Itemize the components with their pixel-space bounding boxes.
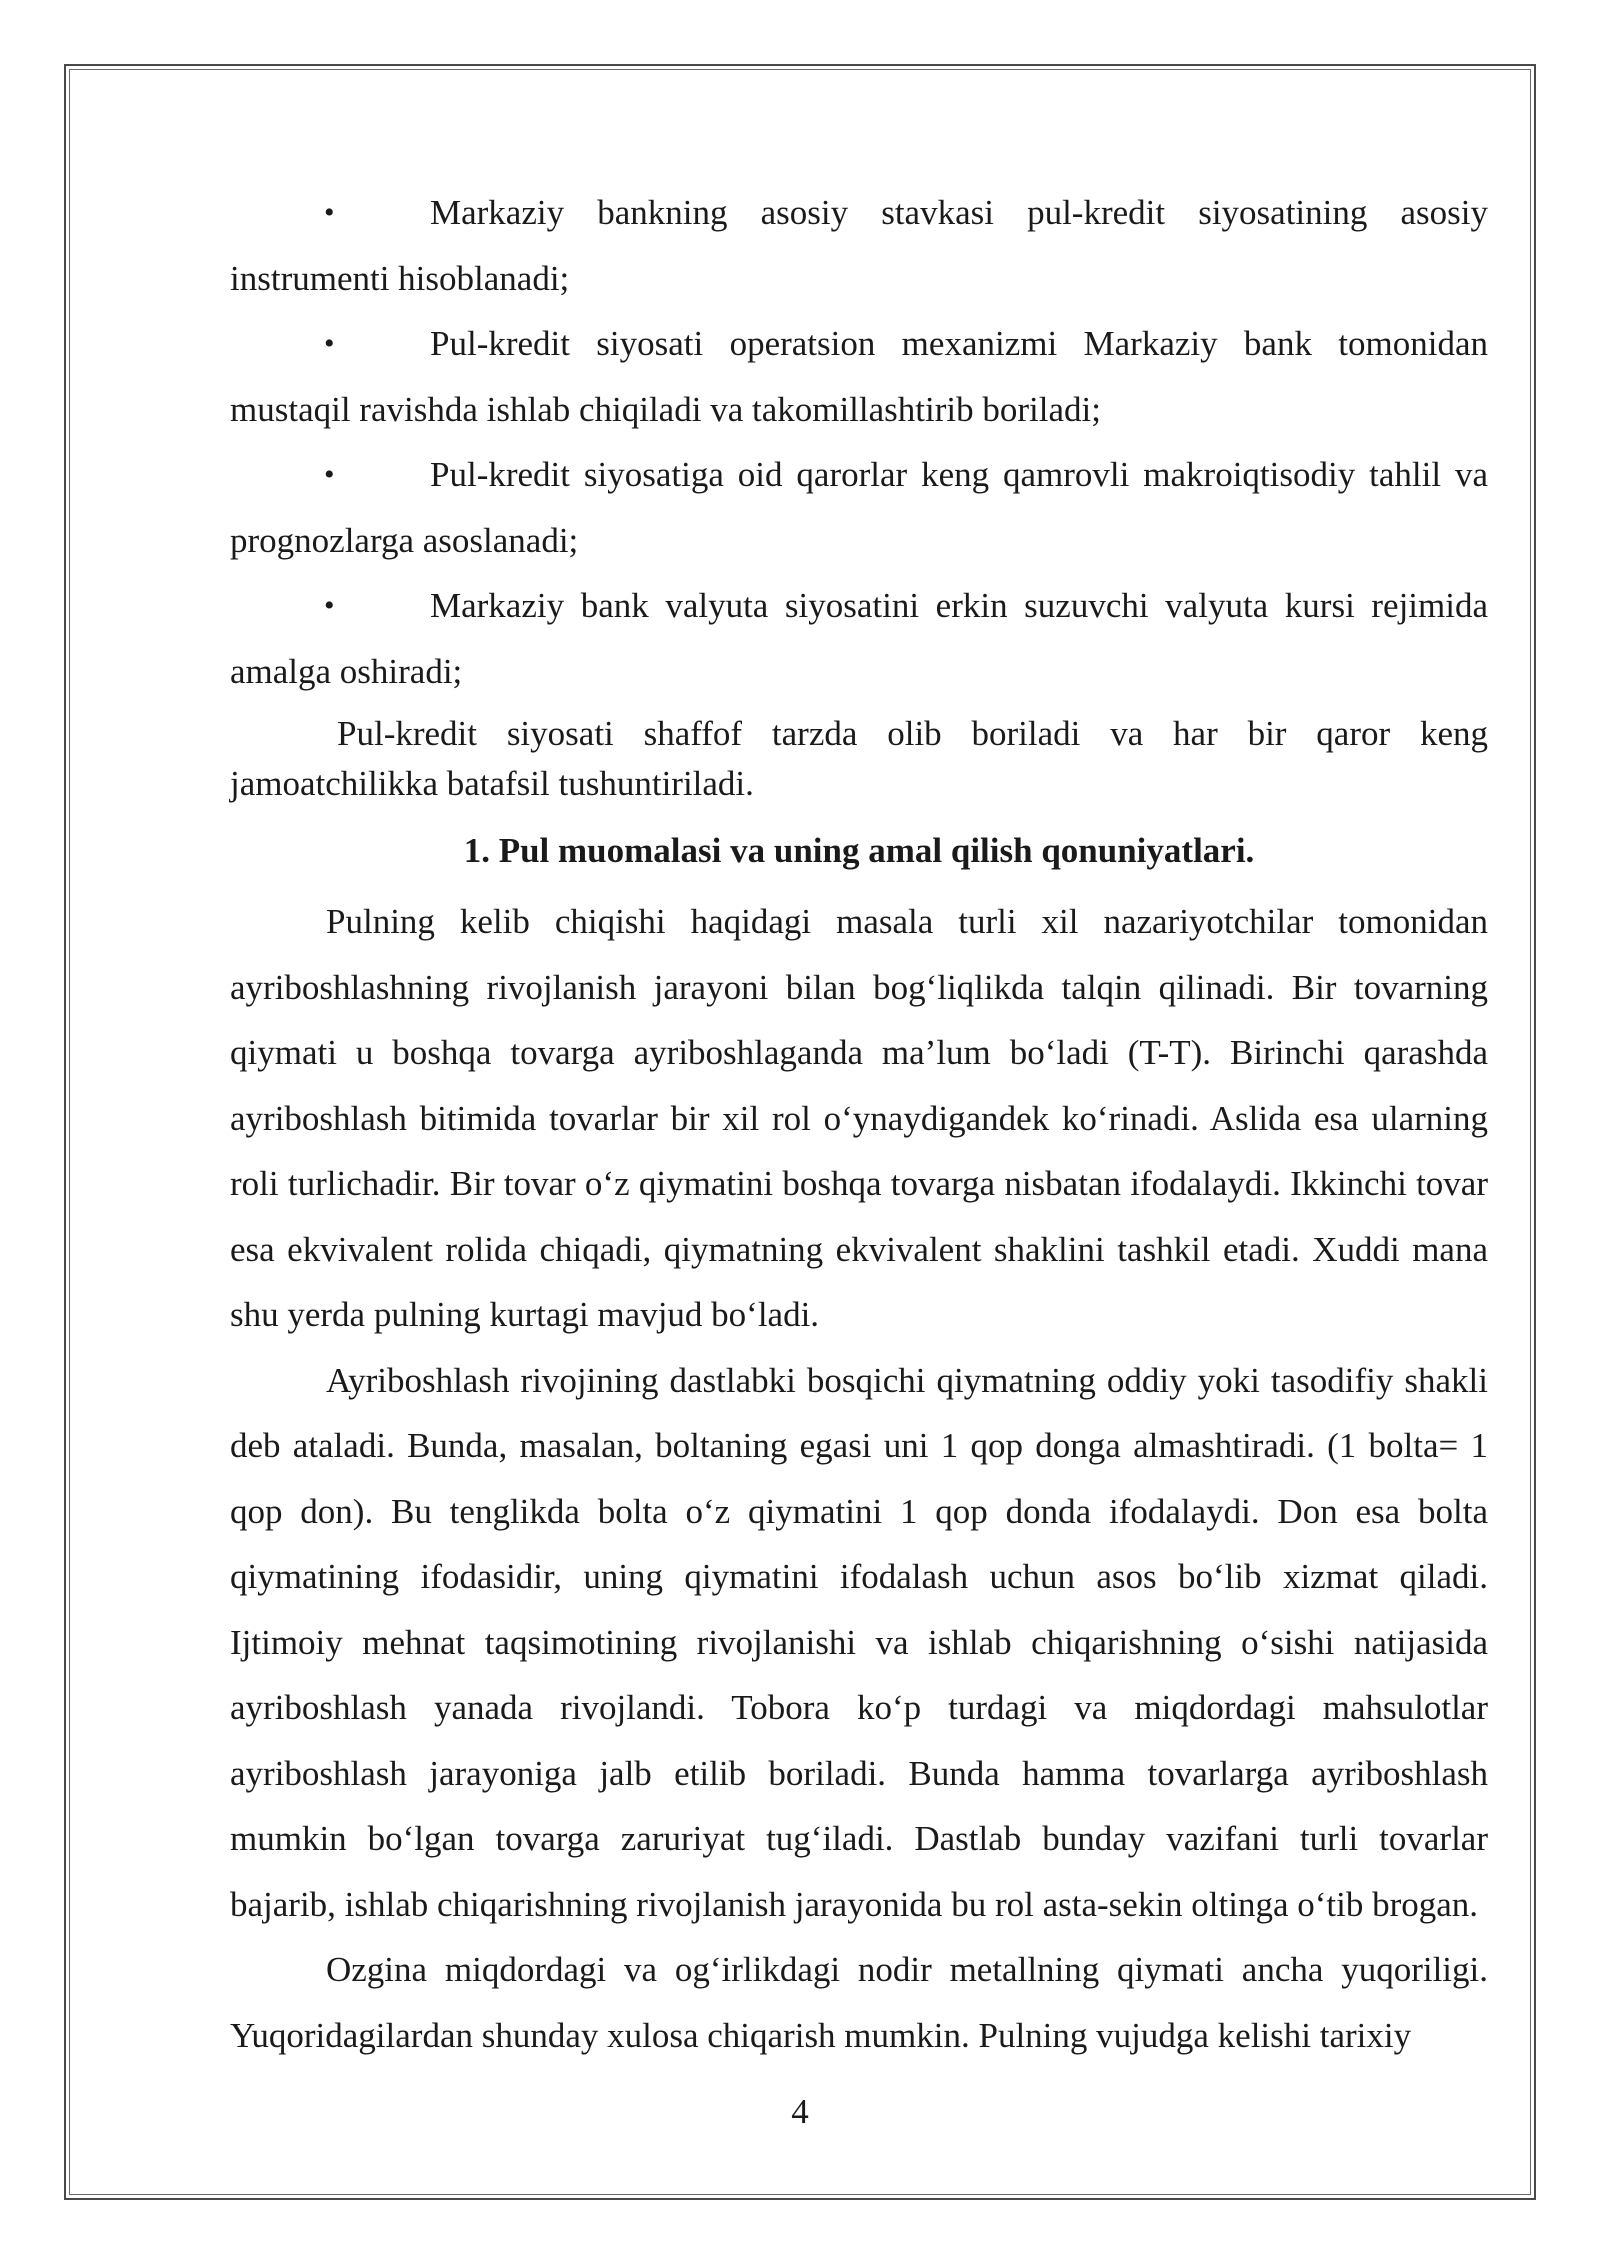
page-number: 4 [791, 2092, 809, 2131]
bullet-icon: • [324, 458, 335, 491]
bullet-icon: • [324, 196, 335, 229]
body-paragraph: Pulning kelib chiqishi haqidagi masala turli xil nazariyotchilar tomonidan ayriboshlashning rivojlanish jarayoni bilan bog‘liqlikda talqin qilinadi. Bir tovarning qiymati u boshqa tovarga ayriboshlaganda ma’lum bo‘ladi (T-T). Birinchi qarashda ayriboshlash bitimida tovarlar bir xil rol o‘ynaydigandek ko‘rinadi. Aslida esa ularning roli turlichadir. Bir tovar o‘z qiymatini boshqa tovarga nisbatan ifodalaydi. Ikkinchi tovar esa ekvivalent rolida chiqadi, qiymatning ekvivalent shaklini tashkil etadi. Xuddi mana shu yerda pulning kurtagi mavjud bo‘ladi. [230, 902, 1488, 1334]
document-body [230, 180, 1488, 2068]
bullet-text: Markaziy bank valyuta siyosatini erkin suzuvchi valyuta kursi rejimida amalga oshiradi; [230, 586, 1488, 691]
bullet-icon: • [324, 589, 335, 622]
transparency-paragraph: Pul-kredit siyosati shaffof tarzda olib boriladi va har bir qaror keng jamoatchilikka batafsil tushuntiriladi. [230, 714, 1488, 803]
bullet-text: Pul-kredit siyosatiga oid qarorlar keng qamrovli makroiqtisodiy tahlil va prognozlarga asoslanadi; [230, 455, 1488, 560]
bullet-icon: • [324, 327, 335, 360]
bullet-text: Pul-kredit siyosati operatsion mexanizmi Markaziy bank tomonidan mustaqil ravishda ishlab chiqiladi va takomillashtirib boriladi; [230, 324, 1488, 429]
bullet-item [230, 180, 1488, 311]
body-paragraph: Ayriboshlash rivojining dastlabki bosqichi qiymatning oddiy yoki tasodifiy shakli deb ataladi. Bunda, masalan, boltaning egasi uni 1 qop donga almashtiradi. (1 bolta= 1 qop don). Bu tenglikda bolta o‘z qiymatini 1 qop donda ifodalaydi. Don esa bolta qiymatining ifodasidir, uning qiymatini ifodalash uchun asos bo‘lib xizmat qiladi. Ijtimoiy mehnat taqsimotining rivojlanishi va ishlab chiqarishning o‘sishi natijasida ayriboshlash yanada rivojlandi. Tobora ko‘p turdagi va miqdordagi mahsulotlar ayriboshlash jarayoniga jalb etilib boriladi. Bunda hamma tovarlarga ayriboshlash mumkin bo‘lgan tovarga zaruriyat tug‘iladi. Dastlab bunday vazifani turli tovarlar bajarib, ishlab chiqarishning rivojlanish jarayonida bu rol asta-sekin oltinga o‘tib brogan. [230, 1360, 1488, 1924]
bullet-text: Markaziy bankning asosiy stavkasi pul-kredit siyosatining asosiy instrumenti hisoblanadi; [230, 193, 1488, 298]
section-heading: 1. Pul muomalasi va uning amal qilish qonuniyatlari. [463, 831, 1255, 870]
bullet-item [230, 442, 1488, 573]
bullet-item [230, 311, 1488, 442]
bullet-item [230, 573, 1488, 704]
body-paragraph: Ozgina miqdordagi va og‘irlikdagi nodir metallning qiymati ancha yuqoriligi. Yuqoridagilardan shunday xulosa chiqarish mumkin. Pulning vujudga kelishi tarixiy [230, 1950, 1488, 2055]
